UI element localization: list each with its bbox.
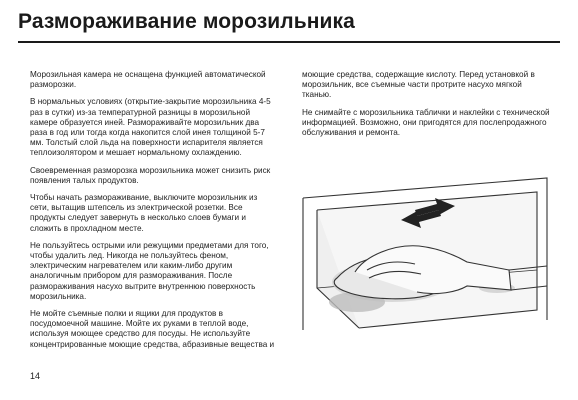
right-column <box>302 70 552 145</box>
paragraph: В нормальных условиях (открытие-закрытие морозильника 4-5 раз в сутки) из-за температурной разницы в морозильной камере образуется иней. Размораживайте морозильник два раза в год или тогда когда накопится слой инея толщиной 5-7 мм. Толстый слой льда на поверхности испарителя является теплоизолятором и мешает нормальному охлаждению. <box>30 97 271 158</box>
paragraph: Не снимайте с морозильника таблички и наклейки с технической информацией. Возможно, они пригодятся для послепродажного обслуживания и ремонта. <box>302 107 550 138</box>
paragraph: Не пользуйтесь острыми или режущими предметами для того, чтобы удалить лед. Никогда не пользуйтесь феном, электрическим нагревателем или каким-либо другим аналогичным прибором для размораживания. После размораживания насухо вытрите внутреннюю поверхность морозильника. <box>30 240 269 301</box>
paragraph: Чтобы начать размораживание, выключите морозильник из сети, вытащив штепсель из электрической розетки. Все продукты следует завернуть в несколько слоев бумаги и сложить в прохладном месте. <box>30 193 258 233</box>
paragraph: Своевременная разморозка морозильника может снизить риск появления талых продуктов. <box>30 165 271 185</box>
paragraph: Морозильная камера не оснащена функцией автоматической разморозки. <box>30 70 266 90</box>
defrost-wipe-illustration <box>297 170 557 345</box>
page-number: 14 <box>30 371 41 381</box>
paragraph: моющие средства, содержащие кислоту. Перед установкой в морозильник, все съемные части протрите насухо мягкой тканью. <box>302 70 535 100</box>
left-column <box>30 70 278 357</box>
title-rule <box>18 41 560 43</box>
page-title: Размораживание морозильника <box>18 10 355 33</box>
paragraph: Не мойте съемные полки и ящики для продуктов в посудомоечной машине. Мойте их руками в теплой воде, используя моющее средство для посуды. Не используйте концентрированные моющие средства, абразивные вещества и <box>30 309 275 349</box>
